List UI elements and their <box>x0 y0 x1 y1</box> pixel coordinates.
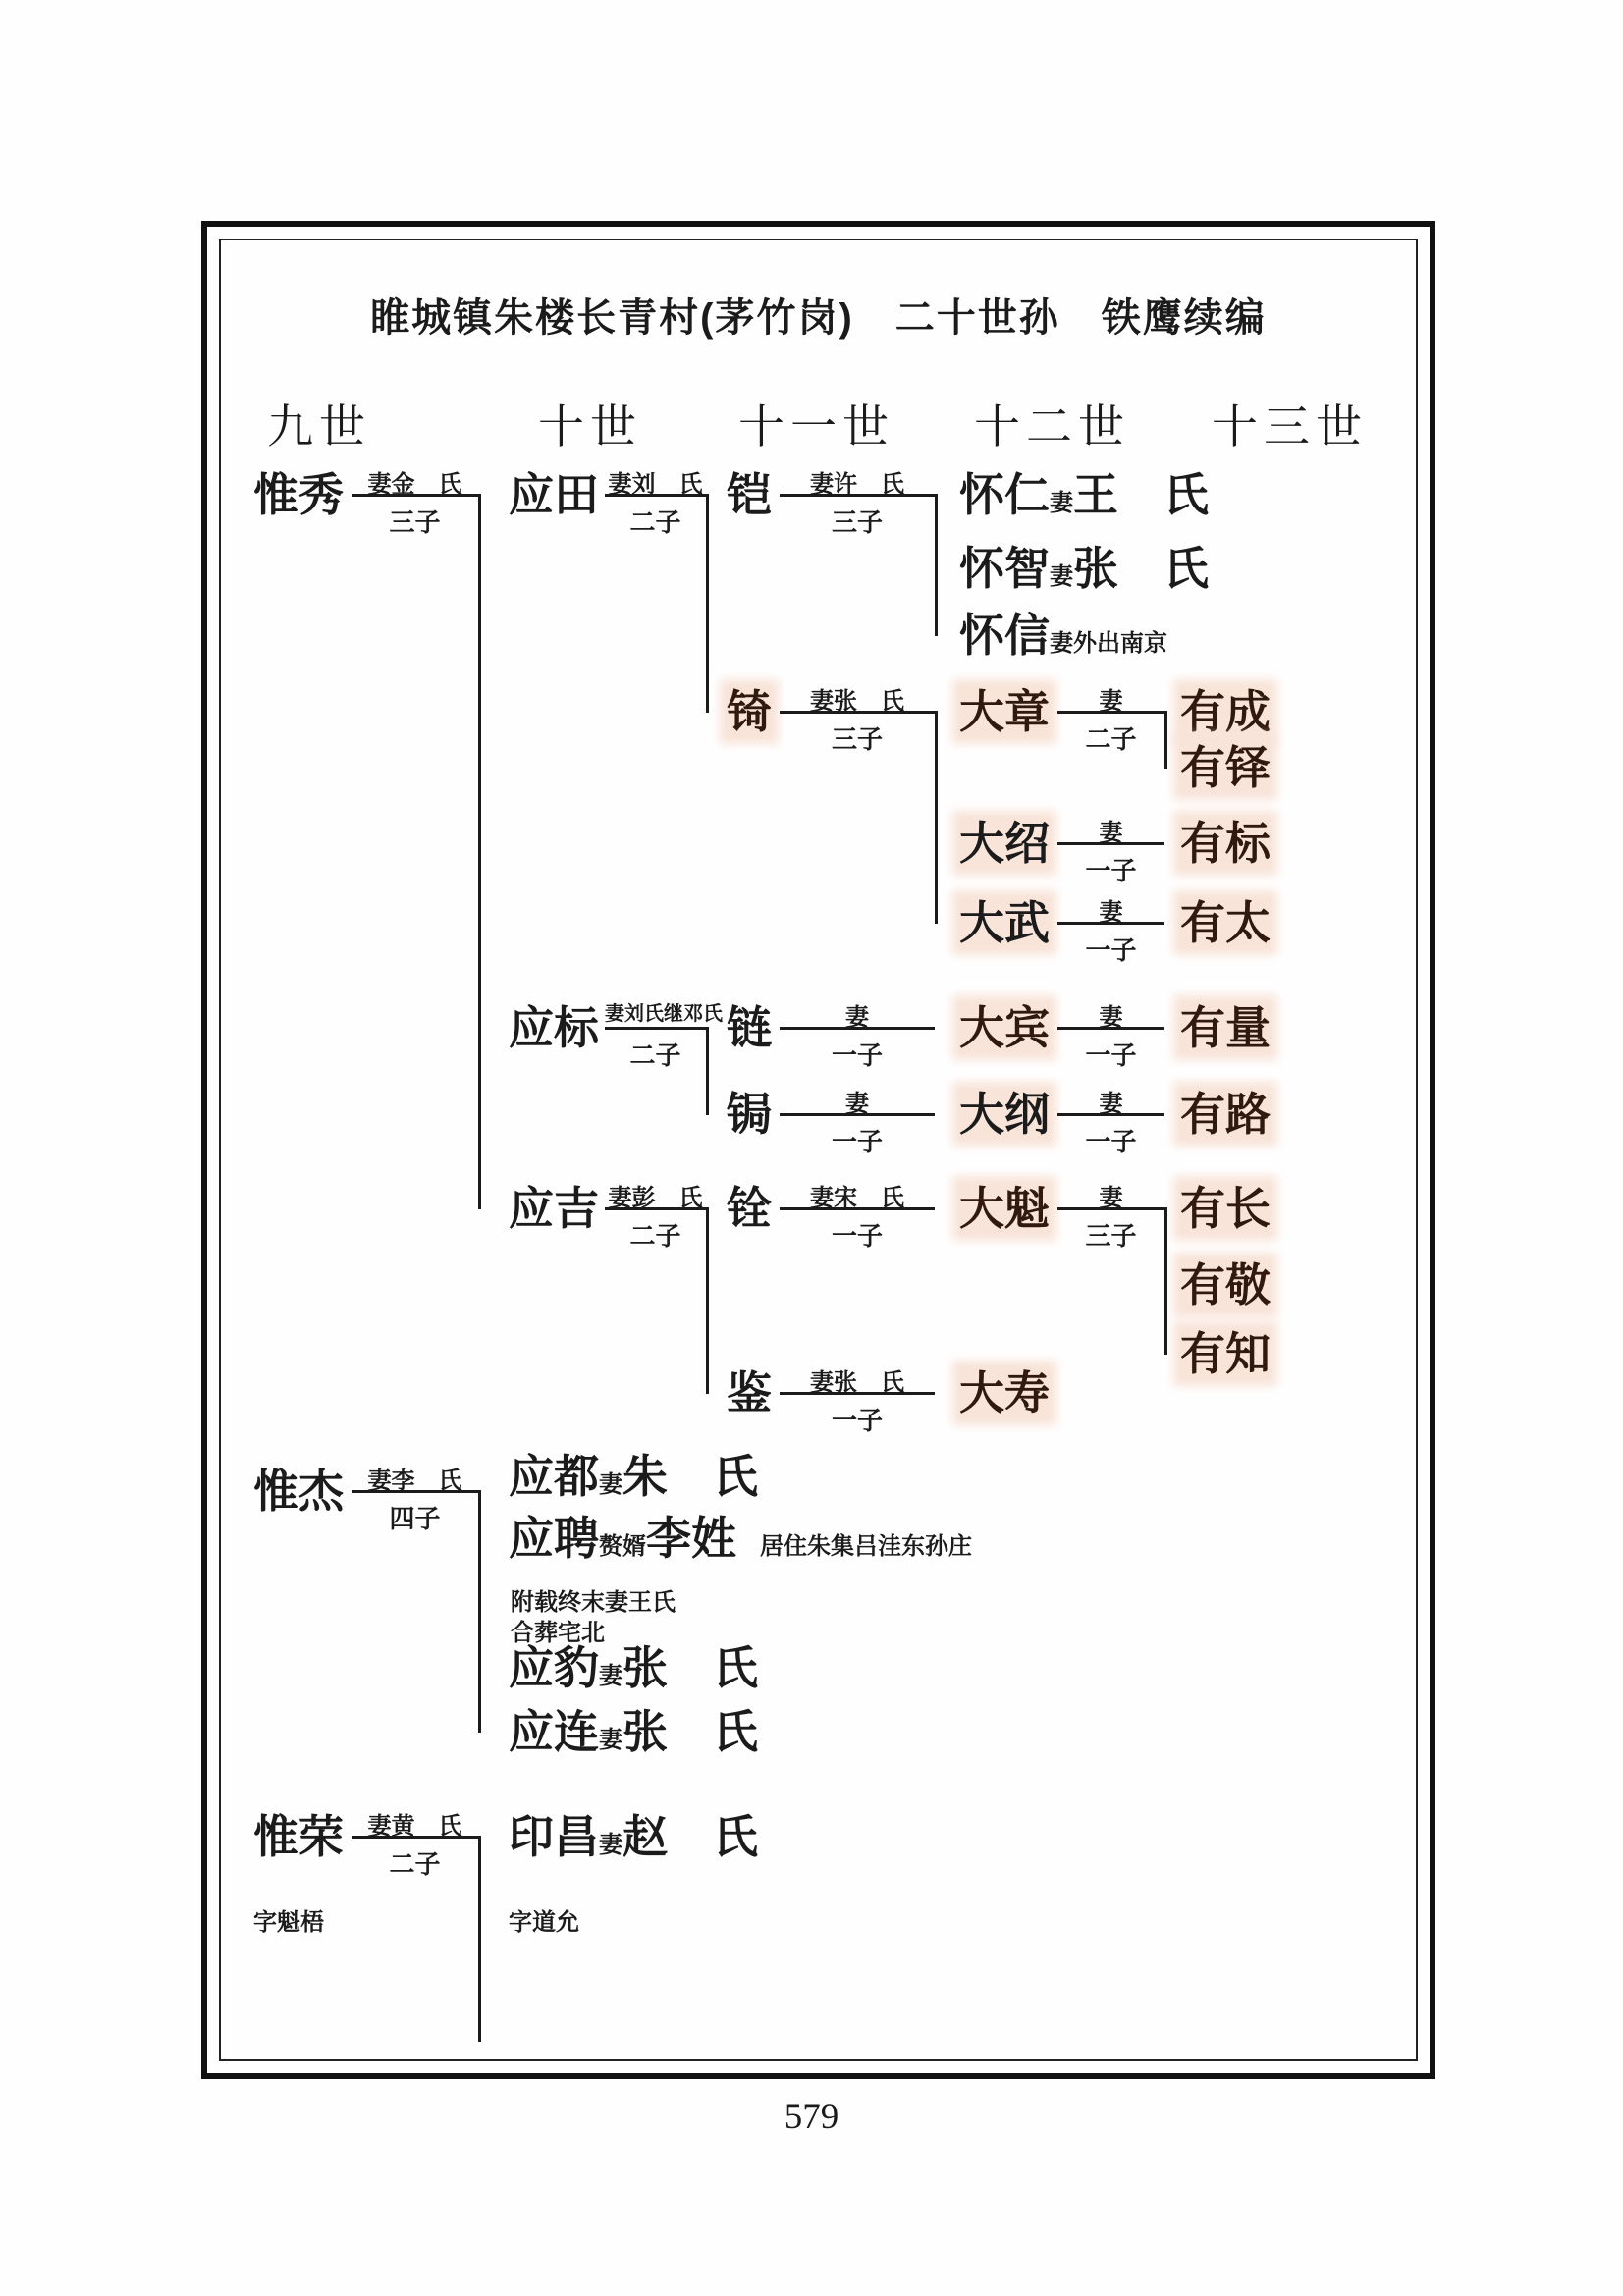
person-name: 有标 <box>1180 818 1271 869</box>
wife-label: 妻刘氏继邓氏 <box>605 1003 723 1025</box>
person-name: 有长 <box>1180 1183 1271 1234</box>
person-name: 鉴 <box>727 1367 772 1418</box>
sons-count-label: 一子 <box>1085 856 1137 885</box>
sons-count-label: 三子 <box>831 507 883 537</box>
annotation-text: 妻 <box>599 1727 622 1753</box>
note-text: 合葬宅北 <box>511 1620 605 1646</box>
generation-header-5: 十三世 <box>1212 402 1368 454</box>
sons-count-label: 二子 <box>1085 724 1137 754</box>
sons-count-label: 二子 <box>629 507 681 537</box>
page-number: 579 <box>784 2097 839 2137</box>
wife-label: 妻 <box>845 1004 869 1031</box>
person-name: 有路 <box>1180 1089 1271 1140</box>
person-name: 大魁 <box>959 1183 1050 1234</box>
note-text: 字魁梧 <box>253 1909 324 1936</box>
person-name: 李姓 <box>646 1513 736 1564</box>
wife-label: 妻张 氏 <box>810 688 904 715</box>
sons-count-label: 二子 <box>629 1221 681 1251</box>
generation-header-2: 十世 <box>538 402 642 454</box>
person-name: 怀智 <box>959 543 1050 594</box>
bracket-vline <box>1164 711 1167 769</box>
sons-count-label: 一子 <box>831 1406 883 1435</box>
person-name: 张 氏 <box>1073 543 1209 594</box>
wife-label: 妻李 氏 <box>367 1468 462 1494</box>
person-name: 有敬 <box>1180 1259 1271 1310</box>
person-name: 朱 氏 <box>622 1451 758 1502</box>
person-entry <box>959 543 1209 606</box>
person-entry <box>509 1811 758 1874</box>
person-name: 应聘 <box>509 1513 599 1564</box>
sons-count-label: 一子 <box>1085 1127 1137 1156</box>
note-text: 字道允 <box>509 1909 579 1936</box>
person-name: 印昌 <box>509 1811 599 1862</box>
person-name: 大绍 <box>959 818 1050 869</box>
person-name: 怀信 <box>959 610 1050 661</box>
person-entry <box>509 1642 758 1705</box>
wife-label: 妻张 氏 <box>810 1369 904 1396</box>
annotation-text: 居住朱集吕洼东孙庄 <box>736 1533 972 1560</box>
person-name: 有量 <box>1180 1002 1271 1053</box>
bracket-vline <box>1164 1207 1167 1355</box>
generation-header-4: 十二世 <box>974 402 1130 454</box>
person-name: 张 氏 <box>622 1642 758 1693</box>
person-name: 大纲 <box>959 1089 1050 1140</box>
sons-count-label: 一子 <box>1085 1041 1137 1070</box>
wife-label: 妻 <box>1099 1185 1123 1211</box>
person-name: 应田 <box>509 469 599 520</box>
person-entry <box>509 1513 972 1575</box>
person-entry <box>1180 1002 1271 1065</box>
wife-label: 妻许 氏 <box>810 471 904 498</box>
sons-count-label: 二子 <box>389 1849 441 1879</box>
person-name: 大寿 <box>959 1367 1050 1418</box>
person-entry <box>1180 897 1271 960</box>
sons-count-label: 三子 <box>389 507 441 537</box>
branch-hline <box>605 1027 706 1030</box>
person-name: 有成 <box>1180 686 1271 737</box>
page-title: 睢城镇朱楼长青村(茅竹岗) 二十世孙 铁鹰续编 <box>370 296 1267 340</box>
person-name: 应吉 <box>509 1183 599 1234</box>
wife-label: 妻宋 氏 <box>810 1185 904 1211</box>
sons-count-label: 一子 <box>831 1221 883 1251</box>
person-entry <box>959 1367 1050 1430</box>
person-name: 大宾 <box>959 1002 1050 1053</box>
person-name: 怀仁 <box>959 469 1050 520</box>
person-entry <box>1180 742 1271 805</box>
sons-count-label: 四子 <box>389 1504 441 1533</box>
person-entry <box>1180 1259 1271 1322</box>
person-name: 惟荣 <box>253 1811 344 1862</box>
bracket-vline <box>478 1490 481 1733</box>
wife-label: 妻 <box>845 1091 869 1117</box>
wife-label: 妻 <box>1099 820 1123 846</box>
sons-count-label: 一子 <box>831 1127 883 1156</box>
person-name: 张 氏 <box>622 1706 758 1757</box>
sons-count-label: 一子 <box>1085 935 1137 965</box>
person-name: 应豹 <box>509 1642 599 1693</box>
person-name: 锔 <box>727 1089 772 1140</box>
wife-label: 妻 <box>1099 688 1123 715</box>
person-name: 链 <box>727 1002 772 1053</box>
person-name: 铠 <box>727 469 772 520</box>
annotation-text: 妻 <box>599 1832 622 1858</box>
annotation-text: 妻 <box>599 1663 622 1689</box>
sons-count-label: 一子 <box>831 1041 883 1070</box>
wife-label: 妻 <box>1099 1091 1123 1117</box>
generation-header-1: 九世 <box>267 402 371 454</box>
annotation-text: 妻 <box>599 1471 622 1498</box>
wife-label: 妻金 氏 <box>367 471 462 498</box>
wife-label: 妻 <box>1099 1004 1123 1031</box>
person-name: 铨 <box>727 1183 772 1234</box>
bracket-vline <box>478 494 481 1209</box>
annotation-text: 妻外出南京 <box>1050 630 1167 657</box>
person-name: 有太 <box>1180 897 1271 948</box>
person-entry <box>1180 1183 1271 1246</box>
bracket-vline <box>935 711 938 924</box>
person-name: 大武 <box>959 897 1050 948</box>
bracket-vline <box>706 1027 709 1115</box>
sons-count-label: 三子 <box>831 724 883 754</box>
generation-header-3: 十一世 <box>738 402 894 454</box>
bracket-vline <box>935 494 938 636</box>
person-entry <box>1180 1328 1271 1391</box>
person-name: 王 氏 <box>1073 469 1209 520</box>
wife-label: 妻黄 氏 <box>367 1813 462 1840</box>
person-name: 应都 <box>509 1451 599 1502</box>
wife-label: 妻刘 氏 <box>608 471 703 498</box>
sons-count-label: 三子 <box>1085 1221 1137 1251</box>
annotation-text: 妻 <box>1050 490 1073 516</box>
bracket-vline <box>706 494 709 713</box>
annotation-text: 妻 <box>1050 563 1073 590</box>
person-name: 惟杰 <box>253 1466 344 1517</box>
person-entry <box>509 1451 758 1514</box>
person-name: 有铎 <box>1180 742 1271 793</box>
person-entry <box>959 610 1167 672</box>
sons-count-label: 二子 <box>629 1041 681 1070</box>
person-entry <box>1180 1089 1271 1151</box>
person-name: 应连 <box>509 1706 599 1757</box>
person-name: 大章 <box>959 686 1050 737</box>
bracket-vline <box>706 1207 709 1394</box>
person-name: 有知 <box>1180 1328 1271 1379</box>
wife-label: 妻 <box>1099 899 1123 926</box>
person-entry <box>959 469 1209 532</box>
note-text: 附载终末妻王氏 <box>511 1589 676 1616</box>
person-entry <box>509 1706 758 1769</box>
person-name: 惟秀 <box>253 469 344 520</box>
person-name: 赵 氏 <box>622 1811 758 1862</box>
person-entry <box>1180 686 1271 749</box>
person-name: 应标 <box>509 1002 599 1053</box>
bracket-vline <box>478 1836 481 2042</box>
person-entry <box>1180 818 1271 881</box>
wife-label: 妻彭 氏 <box>608 1185 703 1211</box>
person-name: 锜 <box>727 686 772 737</box>
annotation-text: 赘婿 <box>599 1533 646 1560</box>
